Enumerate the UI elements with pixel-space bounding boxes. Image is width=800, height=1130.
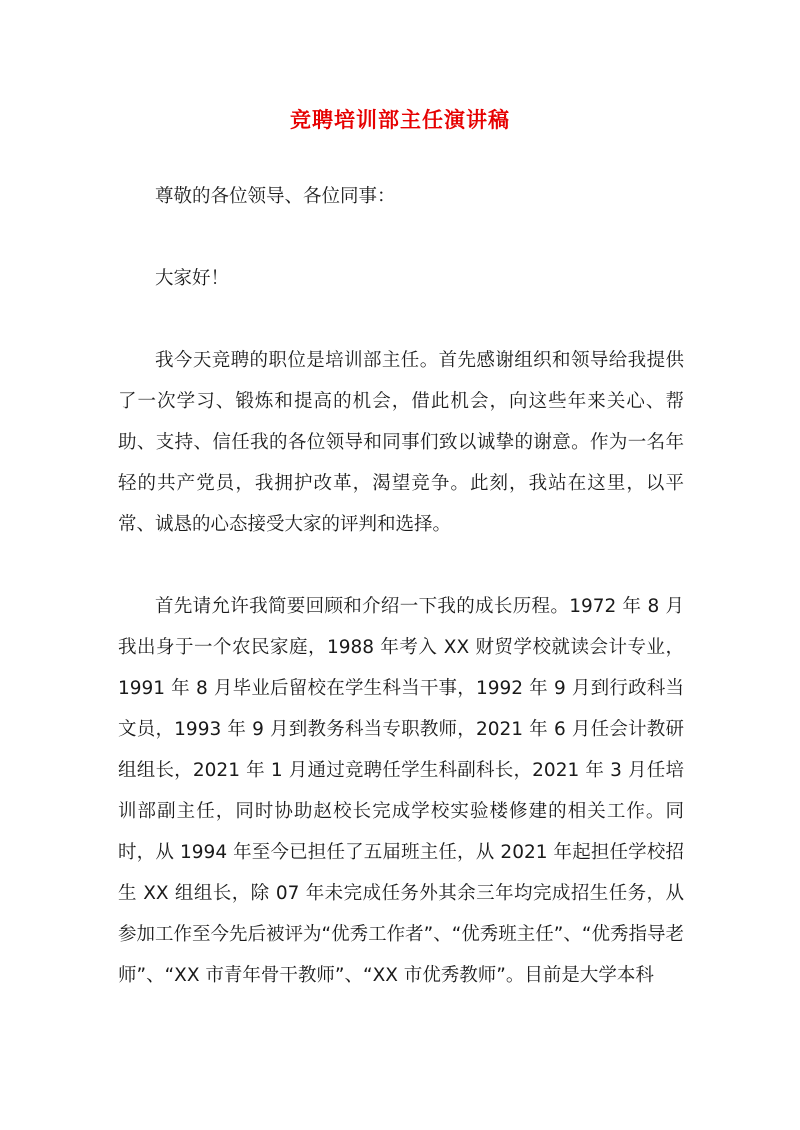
document-title: 竞聘培训部主任演讲稿 <box>290 108 510 132</box>
career-history-paragraph: 首先请允许我简要回顾和介绍一下我的成长历程。1972 年 8 月我出身于一个农民家庭，1988 年考入 XX 财贸学校就读会计专业，1991 年 8 月毕业后留校在学生科当干事，1992 年 9 月到行政科当文员，1993 年 9 月到教务科当专职教师，2021 年 6 月任会计教研组组长，2021 年 1 月通过竞聘任学生科副科长，2021 年 3 月任培训部副主任，同时协助赵校长完成学校实验楼修建的相关工作。同时，从 1994 年至今已担任了五届班主任，从 2021 年起担任学校招生 XX 组组长，除 07 年未完成任务外其余三年均完成招生任务，从参加工作至今先后被评为“优秀工作者”、“优秀班主任”、“优秀指导老师”、“XX 市青年骨干教师”、“XX 市优秀教师”。目前是大学本科 <box>118 596 684 986</box>
document-body <box>118 176 684 996</box>
salutation-paragraph: 尊敬的各位领导、各位同事： <box>155 186 396 207</box>
intro-paragraph: 我今天竞聘的职位是培训部主任。首先感谢组织和领导给我提供了一次学习、锻炼和提高的机会，借此机会，向这些年来关心、帮助、支持、信任我的各位领导和同事们致以诚挚的谢意。作为一名年轻的共产党员，我拥护改革，渴望竞争。此刻，我站在这里，以平常、诚恳的心态接受大家的评判和选择。 <box>118 350 684 535</box>
greeting-paragraph: 大家好！ <box>155 268 230 289</box>
